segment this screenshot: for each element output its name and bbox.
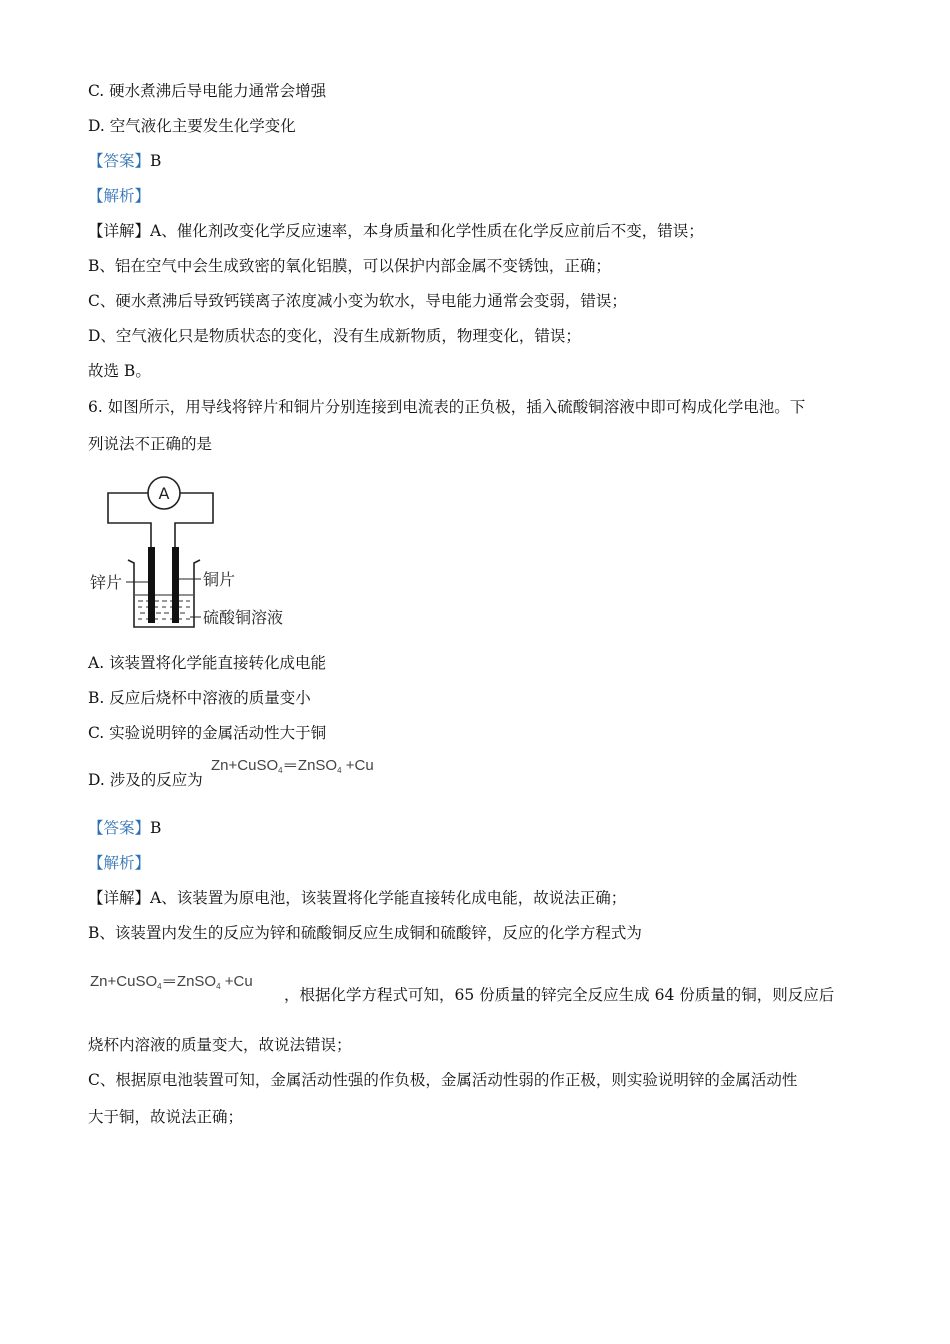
choose-line-1: 故选 B。 — [88, 362, 151, 380]
line-opt-d-prev: D. 空气液化主要发生化学变化 — [88, 117, 296, 135]
formula-sub: 4 — [216, 982, 221, 991]
wire-right — [175, 493, 213, 550]
detail-b-2-line-2: ，根据化学方程式可知，65 份质量的锌完全反应生成 64 份质量的铜，则反应后 — [284, 986, 835, 1004]
formula-product: ZnSO — [297, 757, 338, 774]
question-6-line-2: 列说法不正确的是 — [88, 435, 213, 453]
formula-product: +Cu — [341, 757, 374, 774]
detail-c-2-line-2: 大于铜，故说法正确； — [88, 1108, 244, 1126]
answer-line-2 — [88, 818, 161, 838]
detail-b-2-formula — [90, 973, 253, 991]
line-opt-c-prev: C. 硬水煮沸后导电能力通常会增强 — [88, 82, 327, 100]
beaker-icon — [128, 560, 200, 627]
detail-a-1 — [88, 221, 704, 241]
answer-line-1 — [88, 151, 161, 171]
option-d: D. 涉及的反应为 — [88, 771, 203, 789]
battery-diagram — [88, 475, 298, 640]
detail-c-1: C、硬水煮沸后导致钙镁离子浓度减小变为软水，导电能力通常会变弱，错误； — [88, 292, 627, 310]
formula-reactants: Zn+CuSO — [211, 757, 279, 774]
copper-label: 铜片 — [203, 570, 236, 589]
solution-label: 硫酸铜溶液 — [203, 608, 284, 627]
option-a: A. 该装置将化学能直接转化成电能 — [88, 654, 327, 672]
formula-product: ZnSO — [176, 973, 217, 990]
answer-tag: 【答案】 — [88, 819, 151, 837]
copper-electrode — [172, 547, 179, 623]
answer-value: B — [150, 819, 162, 837]
option-c: C. 实验说明锌的金属活动性大于铜 — [88, 724, 327, 742]
formula-sub: 4 — [278, 766, 283, 775]
zinc-electrode — [148, 547, 155, 623]
detail-tag: 【详解】 — [88, 222, 151, 240]
option-b: B. 反应后烧杯中溶液的质量变小 — [88, 689, 311, 707]
question-6-line-1: 6. 如图所示，用导线将锌片和铜片分别连接到电流表的正负极，插入硫酸铜溶液中即可构成化学电池。下 — [88, 398, 806, 416]
formula-sub: 4 — [337, 766, 342, 775]
formula-reactants: Zn+CuSO — [90, 973, 158, 990]
detail-a-2 — [88, 888, 626, 908]
formula-sub: 4 — [157, 982, 162, 991]
formula-equals: ═ — [163, 973, 175, 990]
analysis-tag-2: 【解析】 — [88, 854, 151, 872]
answer-tag: 【答案】 — [88, 152, 151, 170]
detail-c-2-line-1: C、根据原电池装置可知，金属活动性强的作负极，金属活动性弱的作正极，则实验说明锌的金属活动性 — [88, 1071, 798, 1089]
detail-text: A、该装置为原电池，该装置将化学能直接转化成电能，故说法正确； — [150, 889, 627, 907]
detail-text: A、催化剂改变化学反应速率，本身质量和化学性质在化学反应前后不变，错误； — [150, 222, 704, 240]
answer-value: B — [150, 152, 162, 170]
ammeter-label: A — [158, 484, 170, 503]
detail-b-2-line-1: B、该装置内发生的反应为锌和硫酸铜反应生成铜和硫酸锌，反应的化学方程式为 — [88, 924, 642, 942]
wire-left — [108, 493, 151, 550]
detail-tag: 【详解】 — [88, 889, 151, 907]
detail-d-1: D、空气液化只是物质状态的变化，没有生成新物质，物理变化，错误； — [88, 327, 581, 345]
detail-b-2-line-3: 烧杯内溶液的质量变大，故说法错误； — [88, 1036, 352, 1054]
formula-product: +Cu — [220, 973, 253, 990]
formula-equals: ═ — [284, 757, 296, 774]
analysis-tag-1: 【解析】 — [88, 187, 151, 205]
solution-area — [138, 601, 190, 619]
zinc-label: 锌片 — [90, 573, 123, 592]
battery-diagram-svg — [88, 475, 298, 640]
detail-b-1: B、铝在空气中会生成致密的氧化铝膜，可以保护内部金属不变锈蚀，正确； — [88, 257, 611, 275]
option-d-formula — [211, 757, 374, 775]
